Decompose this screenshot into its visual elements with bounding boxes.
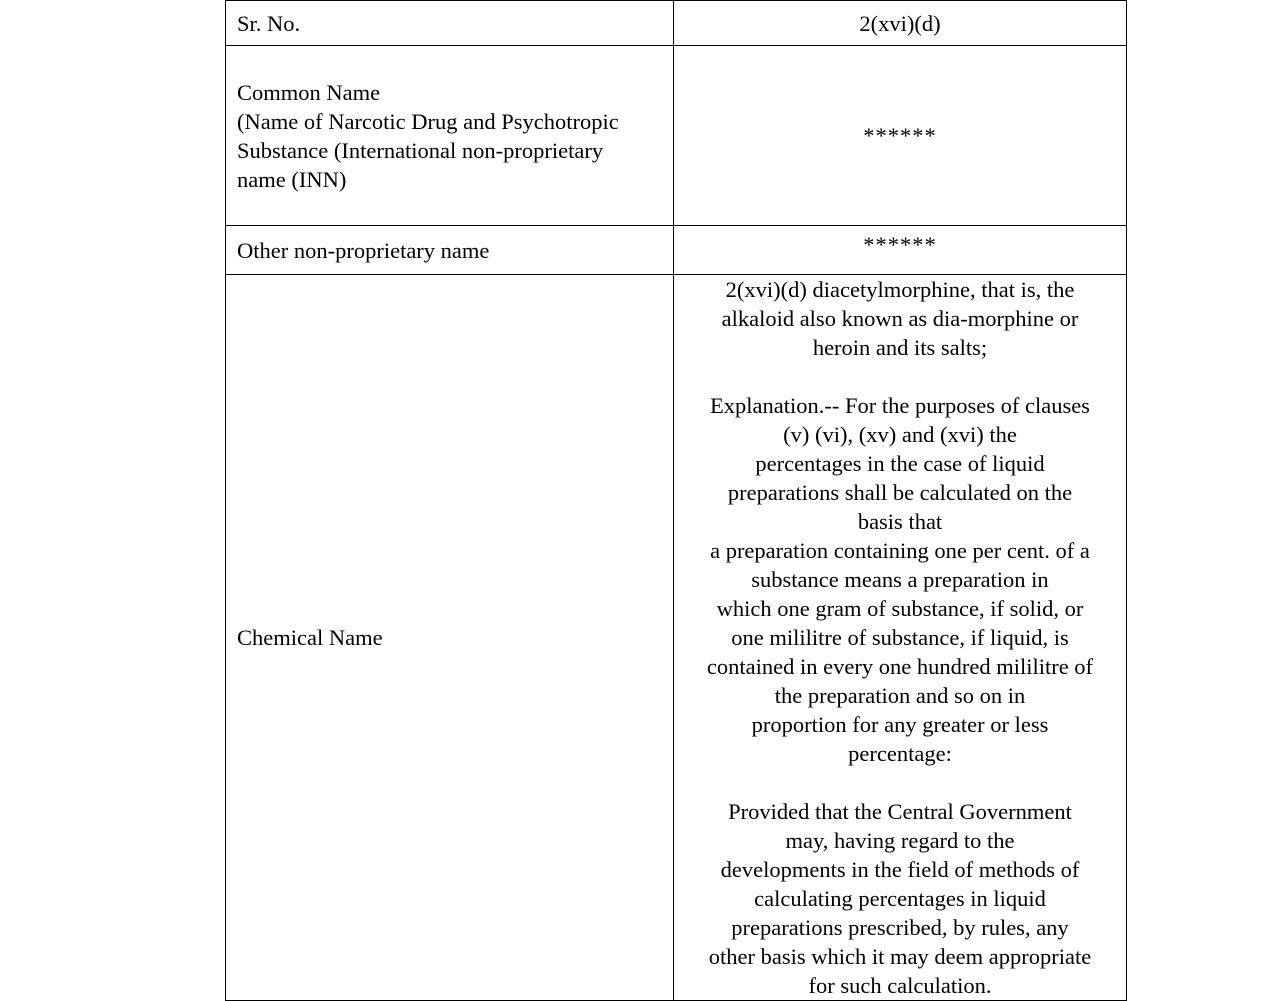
text-line: substance means a preparation in [751,567,1049,592]
value-other-name: ****** [863,232,937,257]
paragraph-gap [678,768,1122,797]
value-cell [674,226,1127,275]
text-line: a preparation containing one per cent. of a [710,538,1090,563]
text-line: contained in every one hundred mililitre of [706,654,1094,679]
text-line: Provided that the Central Government [728,799,1072,824]
value-cell [674,275,1127,1001]
label-cell [226,226,674,275]
label-common-name-line: Substance (International non-proprietary [237,137,604,163]
text-line: alkaloid also known as dia-morphine or [721,306,1079,331]
text-line: one mililitre of substance, if liquid, is [731,625,1069,650]
text-line: (v) (vi), (xv) and (xvi) the [783,422,1017,447]
label-common-name-line: (Name of Narcotic Drug and Psychotropic [237,108,619,134]
text-line: heroin and its salts; [812,335,988,360]
label-sr-no: Sr. No. [237,10,301,36]
text-line: other basis which it may deem appropriate [708,944,1092,969]
text-line: may, having regard to the [785,828,1015,853]
text-line: preparations shall be calculated on the [727,480,1073,505]
table-row-chemical-name [226,275,1127,1001]
label-cell [226,46,674,226]
label-chemical-name: Chemical Name [237,625,383,650]
paragraph-explanation [678,391,1122,768]
text-line: Explanation.-- For the purposes of clauses [710,393,1090,418]
label-common-name-line: name (INN) [237,166,347,192]
text-line: which one gram of substance, if solid, or [716,596,1084,621]
label-common-name: Common Name [237,79,381,105]
text-line: calculating percentages in liquid [754,886,1046,911]
text-line: the preparation and so on in [774,683,1026,708]
value-cell [674,46,1127,226]
table-row-other-name [226,226,1127,275]
table-row-common-name [226,46,1127,226]
value-sr-no: 2(xvi)(d) [859,10,941,36]
drug-info-table [225,0,1127,1001]
table-row-sr-no [226,1,1127,46]
label-other-name: Other non-proprietary name [237,237,490,263]
text-line: preparations prescribed, by rules, any [731,915,1069,940]
text-line: 2(xvi)(d) diacetylmorphine, that is, the [725,277,1075,302]
value-common-name: ****** [863,123,937,148]
label-cell [226,1,674,46]
text-line: for such calculation. [808,973,992,998]
text-line: developments in the field of methods of [720,857,1080,882]
text-line: basis that [857,509,943,534]
text-line: proportion for any greater or less [751,712,1049,737]
paragraph-gap [678,362,1122,391]
paragraph-proviso [678,797,1122,1000]
paragraph-definition [678,275,1122,362]
value-cell [674,1,1127,46]
text-line: percentage: [848,741,952,766]
text-line: percentages in the case of liquid [755,451,1045,476]
label-cell [226,275,674,1001]
